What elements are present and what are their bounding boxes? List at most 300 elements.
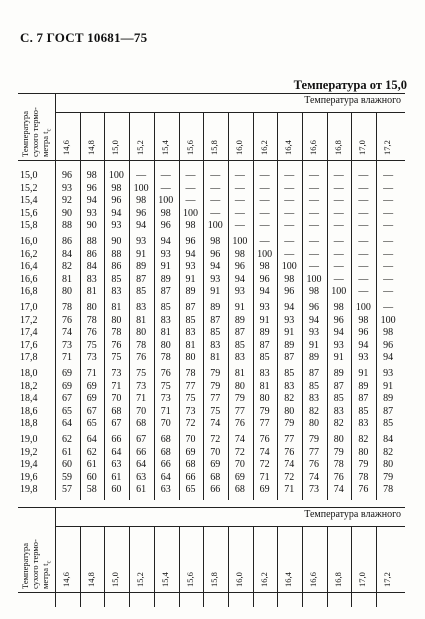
table-cell: —	[259, 182, 270, 194]
table-cell: 93	[160, 248, 171, 260]
column-divider	[129, 112, 130, 160]
table-cell: 76	[309, 459, 319, 471]
table-cell: 89	[383, 393, 394, 405]
table-cell: —	[358, 207, 369, 219]
table-cell: —	[358, 182, 369, 194]
table-cell: 91	[234, 302, 245, 313]
table-cell: 85	[160, 302, 171, 313]
table-cell: 72	[210, 434, 221, 445]
table-cell: 89	[333, 368, 344, 379]
table-cell: 86	[111, 261, 122, 273]
table-cell: 76	[136, 352, 147, 364]
table-cell: 60	[111, 484, 122, 496]
table-cell: —	[383, 286, 394, 298]
row-label: 16,0	[20, 236, 38, 247]
table-cell: —	[309, 195, 319, 207]
table-cell: 62	[86, 446, 97, 458]
table-cell: 81	[210, 352, 221, 364]
section-title: Температура от 15,0	[293, 78, 407, 92]
table-cell: 81	[62, 273, 72, 285]
table-cell: 89	[234, 314, 245, 326]
table-cell: 93	[86, 207, 97, 219]
table-cell: 66	[210, 484, 221, 496]
table-cell: 73	[309, 484, 319, 496]
table-cell: 85	[284, 368, 295, 379]
table-cell: 85	[383, 418, 394, 430]
column-divider	[277, 112, 278, 160]
table-cell: 87	[185, 302, 196, 313]
table-cell: 98	[86, 170, 97, 181]
table-cell: 76	[62, 314, 72, 326]
table-cell: 71	[86, 368, 97, 379]
column-header: 14,8	[85, 140, 96, 155]
table-cell: 100	[133, 182, 149, 194]
table-cell: 83	[358, 418, 369, 430]
column-header: 16,4	[283, 572, 294, 587]
table-cell: 68	[160, 446, 171, 458]
table-cell: 69	[234, 471, 245, 483]
table-cell: 89	[136, 261, 147, 273]
table-cell: 78	[62, 302, 72, 313]
table-cell: 98	[309, 286, 319, 298]
table-cell: 96	[111, 195, 122, 207]
table-cell: 96	[136, 207, 147, 219]
table-cell: 67	[111, 418, 122, 430]
table-cell: 61	[86, 459, 97, 471]
table-cell: 88	[62, 220, 72, 232]
table-cell: 83	[86, 273, 97, 285]
table-cell: —	[333, 236, 344, 247]
row-label: 19,2	[20, 446, 38, 458]
table-cell: —	[333, 170, 344, 181]
table-cell: 94	[160, 236, 171, 247]
table-cell: 75	[111, 352, 122, 364]
table-cell: 76	[111, 339, 122, 351]
wet-temperature-header: Температура влажного	[304, 95, 401, 106]
table-cell: 75	[86, 339, 97, 351]
table-cell: 85	[358, 405, 369, 417]
table-cell: 84	[86, 261, 97, 273]
table-cell: 71	[160, 405, 171, 417]
table-cell: —	[383, 302, 394, 313]
table-cell: 100	[232, 236, 248, 247]
table-cell: —	[185, 182, 196, 194]
column-divider	[154, 112, 155, 160]
table-cell: 100	[108, 170, 124, 181]
row-label: 17,6	[20, 339, 38, 351]
table-cell: 100	[380, 314, 396, 326]
table-cell: 72	[259, 459, 270, 471]
row-label: 19,0	[20, 434, 38, 445]
column-divider	[129, 592, 130, 607]
table-cell: 87	[259, 339, 270, 351]
table-cell: 68	[210, 471, 221, 483]
column-divider	[154, 526, 155, 592]
table-cell: 76	[333, 471, 344, 483]
table-cell: 96	[259, 273, 270, 285]
table-cell: 66	[185, 471, 196, 483]
table-cell: 80	[259, 393, 270, 405]
table-cell: 89	[160, 273, 171, 285]
table-cell: 67	[62, 393, 72, 405]
table-cell: —	[333, 273, 344, 285]
table-cell: 98	[185, 220, 196, 232]
table-cell: 87	[284, 352, 295, 364]
table-cell: —	[136, 170, 147, 181]
wet-temperature-header: Температура влажного	[304, 509, 401, 520]
column-divider	[203, 526, 204, 592]
table-cell: —	[210, 207, 221, 219]
table-cell: —	[284, 220, 295, 232]
table-cell: 80	[185, 352, 196, 364]
table-cell: 98	[111, 182, 122, 194]
row-label: 15,8	[20, 220, 38, 232]
table-cell: 94	[259, 286, 270, 298]
table-cell: 65	[185, 484, 196, 496]
table-cell: 83	[284, 380, 295, 392]
table-cell: 82	[333, 418, 344, 430]
table-cell: 79	[210, 368, 221, 379]
table-cell: 79	[234, 393, 245, 405]
table-cell: 78	[185, 368, 196, 379]
table-cell: —	[259, 220, 270, 232]
table-cell: 71	[136, 393, 147, 405]
table-cell: 85	[259, 352, 270, 364]
table-cell: —	[309, 248, 319, 260]
column-divider	[228, 526, 229, 592]
table-top-rule	[18, 93, 405, 94]
table-cell: 98	[383, 327, 394, 339]
table-cell: 83	[234, 352, 245, 364]
table-cell: —	[210, 170, 221, 181]
table-cell: 81	[259, 380, 270, 392]
table-cell: 98	[210, 236, 221, 247]
column-divider	[104, 526, 105, 592]
table-cell: 85	[309, 380, 319, 392]
table-cell: —	[358, 236, 369, 247]
table-cell: —	[160, 170, 171, 181]
column-header: 16,2	[258, 140, 269, 155]
row-label: 19,6	[20, 471, 38, 483]
table-cell: 96	[86, 182, 97, 194]
column-header: 15,8	[209, 140, 220, 155]
table-cell: 79	[309, 434, 319, 445]
table-cell: 82	[358, 434, 369, 445]
table-cell: 89	[358, 380, 369, 392]
table-cell: 68	[234, 484, 245, 496]
column-divider	[104, 592, 105, 607]
column-header: 16,0	[233, 140, 244, 155]
dry-column-divider	[55, 507, 56, 592]
table-cell: 100	[331, 286, 347, 298]
table-cell: 96	[160, 220, 171, 232]
table-cell: 100	[207, 220, 223, 232]
table-cell: 96	[383, 339, 394, 351]
table-cell: —	[309, 220, 319, 232]
table-cell: 91	[160, 261, 171, 273]
table-cell: 68	[185, 459, 196, 471]
table-cell: —	[284, 170, 295, 181]
table-cell: 85	[111, 273, 122, 285]
row-label: 15,0	[20, 170, 38, 181]
table-cell: —	[210, 182, 221, 194]
table-cell: —	[383, 236, 394, 247]
table-cell: 87	[136, 273, 147, 285]
table-cell: 94	[185, 248, 196, 260]
table-cell: 96	[358, 327, 369, 339]
table-cell: 96	[234, 261, 245, 273]
table-cell: 82	[383, 446, 394, 458]
table-cell: 98	[259, 261, 270, 273]
table-cell: 96	[185, 236, 196, 247]
table-cell: 75	[160, 380, 171, 392]
table-cell: 85	[185, 314, 196, 326]
table-cell: 100	[183, 207, 198, 219]
table-cell: 57	[62, 484, 72, 496]
table-cell: 61	[111, 471, 122, 483]
table-cell: 74	[210, 418, 221, 430]
table-cell: —	[383, 182, 394, 194]
table-cell: 79	[210, 380, 221, 392]
table-cell: 87	[333, 380, 344, 392]
table-cell: 73	[136, 380, 147, 392]
table-cell: 88	[86, 236, 97, 247]
table-cell: 76	[358, 484, 369, 496]
table-cell: 58	[86, 484, 97, 496]
table-cell: 93	[62, 182, 72, 194]
table-cell: 81	[136, 314, 147, 326]
table-cell: —	[259, 207, 270, 219]
table-cell: —	[383, 220, 394, 232]
table-cell: 70	[234, 459, 245, 471]
row-label: 16,4	[20, 261, 38, 273]
table-cell: 69	[185, 446, 196, 458]
table-cell: 84	[62, 248, 72, 260]
table-cell: 69	[86, 380, 97, 392]
row-label: 18,4	[20, 393, 38, 405]
row-label: 15,2	[20, 182, 38, 194]
table-cell: —	[383, 273, 394, 285]
table-cell: 86	[86, 248, 97, 260]
table-cell: 59	[62, 471, 72, 483]
table-cell: 78	[333, 459, 344, 471]
table-cell: 81	[234, 368, 245, 379]
row-label: 18,0	[20, 368, 38, 379]
table-cell: 67	[136, 434, 147, 445]
row-label: 17,8	[20, 352, 38, 364]
table-cell: 80	[284, 405, 295, 417]
column-divider	[327, 526, 328, 592]
table-cell: 70	[185, 434, 196, 445]
table-cell: —	[333, 195, 344, 207]
row-label: 19,8	[20, 484, 38, 496]
table-cell: —	[358, 286, 369, 298]
table-cell: 76	[160, 368, 171, 379]
table-cell: 69	[62, 368, 72, 379]
column-divider	[351, 160, 352, 500]
table-cell: 81	[185, 339, 196, 351]
table-cell: 81	[160, 327, 171, 339]
column-header: 16,4	[283, 140, 294, 155]
table-cell: 71	[259, 471, 270, 483]
table-cell: 91	[136, 248, 147, 260]
column-divider	[154, 592, 155, 607]
table-cell: —	[333, 207, 344, 219]
column-header: 16,8	[332, 140, 343, 155]
table-cell: 100	[355, 302, 371, 313]
table-cell: 96	[309, 302, 319, 313]
table-cell: 93	[210, 273, 221, 285]
table-cell: 84	[383, 434, 394, 445]
column-divider	[253, 112, 254, 160]
table-cell: 78	[86, 314, 97, 326]
table-cell: 93	[383, 368, 394, 379]
table-cell: 77	[309, 446, 319, 458]
table-cell: —	[309, 261, 319, 273]
row-label: 15,6	[20, 207, 38, 219]
column-header: 14,6	[61, 140, 71, 155]
table-cell: 94	[309, 314, 319, 326]
table-cell: 64	[160, 471, 171, 483]
column-header: 14,8	[85, 572, 96, 587]
table-cell: 71	[284, 484, 295, 496]
column-header: 17,0	[357, 140, 368, 155]
table-cell: 87	[358, 393, 369, 405]
column-header: 16,8	[332, 572, 343, 587]
table-cell: 85	[333, 393, 344, 405]
table-cell: 98	[160, 207, 171, 219]
table-cell: 79	[284, 418, 295, 430]
column-divider	[277, 160, 278, 500]
table-cell: 80	[86, 302, 97, 313]
table-cell: 78	[160, 352, 171, 364]
row-label: 16,6	[20, 273, 38, 285]
table-cell: —	[210, 195, 221, 207]
table-cell: 82	[284, 393, 295, 405]
table-cell: 91	[284, 327, 295, 339]
table-cell: 89	[259, 327, 270, 339]
table-cell: 70	[136, 405, 147, 417]
table-cell: 65	[86, 418, 97, 430]
table-cell: 90	[62, 207, 72, 219]
column-divider	[376, 160, 377, 500]
table-cell: 77	[284, 434, 295, 445]
table-cell: —	[309, 207, 319, 219]
table-cell: 73	[160, 393, 171, 405]
table-cell: 78	[136, 339, 147, 351]
column-divider	[129, 526, 130, 592]
table-cell: —	[259, 195, 270, 207]
row-label: 16,2	[20, 248, 38, 260]
header-bottom-rule	[18, 592, 405, 593]
table-cell: 98	[284, 273, 295, 285]
table-cell: —	[383, 207, 394, 219]
table-cell: 68	[111, 405, 122, 417]
column-divider	[327, 592, 328, 607]
column-divider	[302, 160, 303, 500]
row-label: 18,6	[20, 405, 38, 417]
column-divider	[327, 160, 328, 500]
table-cell: 93	[136, 236, 147, 247]
table-cell: 66	[160, 459, 171, 471]
column-divider	[253, 526, 254, 592]
table-cell: —	[284, 182, 295, 194]
table-cell: 87	[383, 405, 394, 417]
table-cell: —	[358, 261, 369, 273]
table-cell: 86	[62, 236, 72, 247]
table-cell: 98	[358, 314, 369, 326]
table-cell: 68	[136, 418, 147, 430]
table-cell: 79	[358, 459, 369, 471]
table-cell: —	[234, 220, 245, 232]
table-cell: 78	[111, 327, 122, 339]
row-label: 17,0	[20, 302, 38, 313]
table-cell: —	[383, 170, 394, 181]
column-divider	[80, 160, 81, 500]
table-cell: 87	[160, 286, 171, 298]
table-cell: 63	[136, 471, 147, 483]
table-cell: 90	[86, 220, 97, 232]
table-cell: 70	[160, 418, 171, 430]
table-cell: —	[259, 170, 270, 181]
column-header: 15,4	[159, 572, 170, 587]
table-cell: —	[309, 170, 319, 181]
table-cell: 91	[383, 380, 394, 392]
table-cell: 88	[111, 248, 122, 260]
column-divider	[179, 160, 180, 500]
column-divider	[351, 526, 352, 592]
column-header: 15,8	[209, 572, 220, 587]
table-cell: —	[185, 170, 196, 181]
table-cell: 98	[234, 248, 245, 260]
table-cell: 64	[111, 446, 122, 458]
table-cell: 100	[257, 248, 273, 260]
table-cell: 96	[62, 170, 72, 181]
table-cell: 77	[259, 418, 270, 430]
table-cell: 89	[309, 352, 319, 364]
table-cell: 72	[234, 446, 245, 458]
column-divider	[104, 112, 105, 160]
table-cell: 80	[234, 380, 245, 392]
table-cell: 100	[158, 195, 174, 207]
table-cell: 61	[62, 446, 72, 458]
column-divider	[351, 112, 352, 160]
page-header: С. 7 ГОСТ 10681—75	[20, 30, 148, 45]
column-divider	[179, 592, 180, 607]
table-cell: —	[333, 248, 344, 260]
dry-column-divider	[55, 160, 56, 500]
table-cell: 98	[333, 302, 344, 313]
table-cell: 80	[62, 286, 72, 298]
table-cell: 79	[333, 446, 344, 458]
table-cell: 83	[185, 327, 196, 339]
column-header: 17,2	[382, 140, 393, 155]
table-cell: 98	[136, 195, 147, 207]
table-cell: 82	[62, 261, 72, 273]
column-header: 15,4	[159, 140, 170, 155]
row-label: 17,4	[20, 327, 38, 339]
table-cell: 68	[160, 434, 171, 445]
table-cell: 80	[383, 459, 394, 471]
table-cell: 89	[210, 302, 221, 313]
column-divider	[277, 526, 278, 592]
table-cell: 64	[136, 459, 147, 471]
column-divider	[302, 112, 303, 160]
table-cell: —	[234, 207, 245, 219]
table-cell: 74	[309, 471, 319, 483]
table-cell: 83	[259, 368, 270, 379]
column-header: 15,2	[135, 572, 146, 587]
